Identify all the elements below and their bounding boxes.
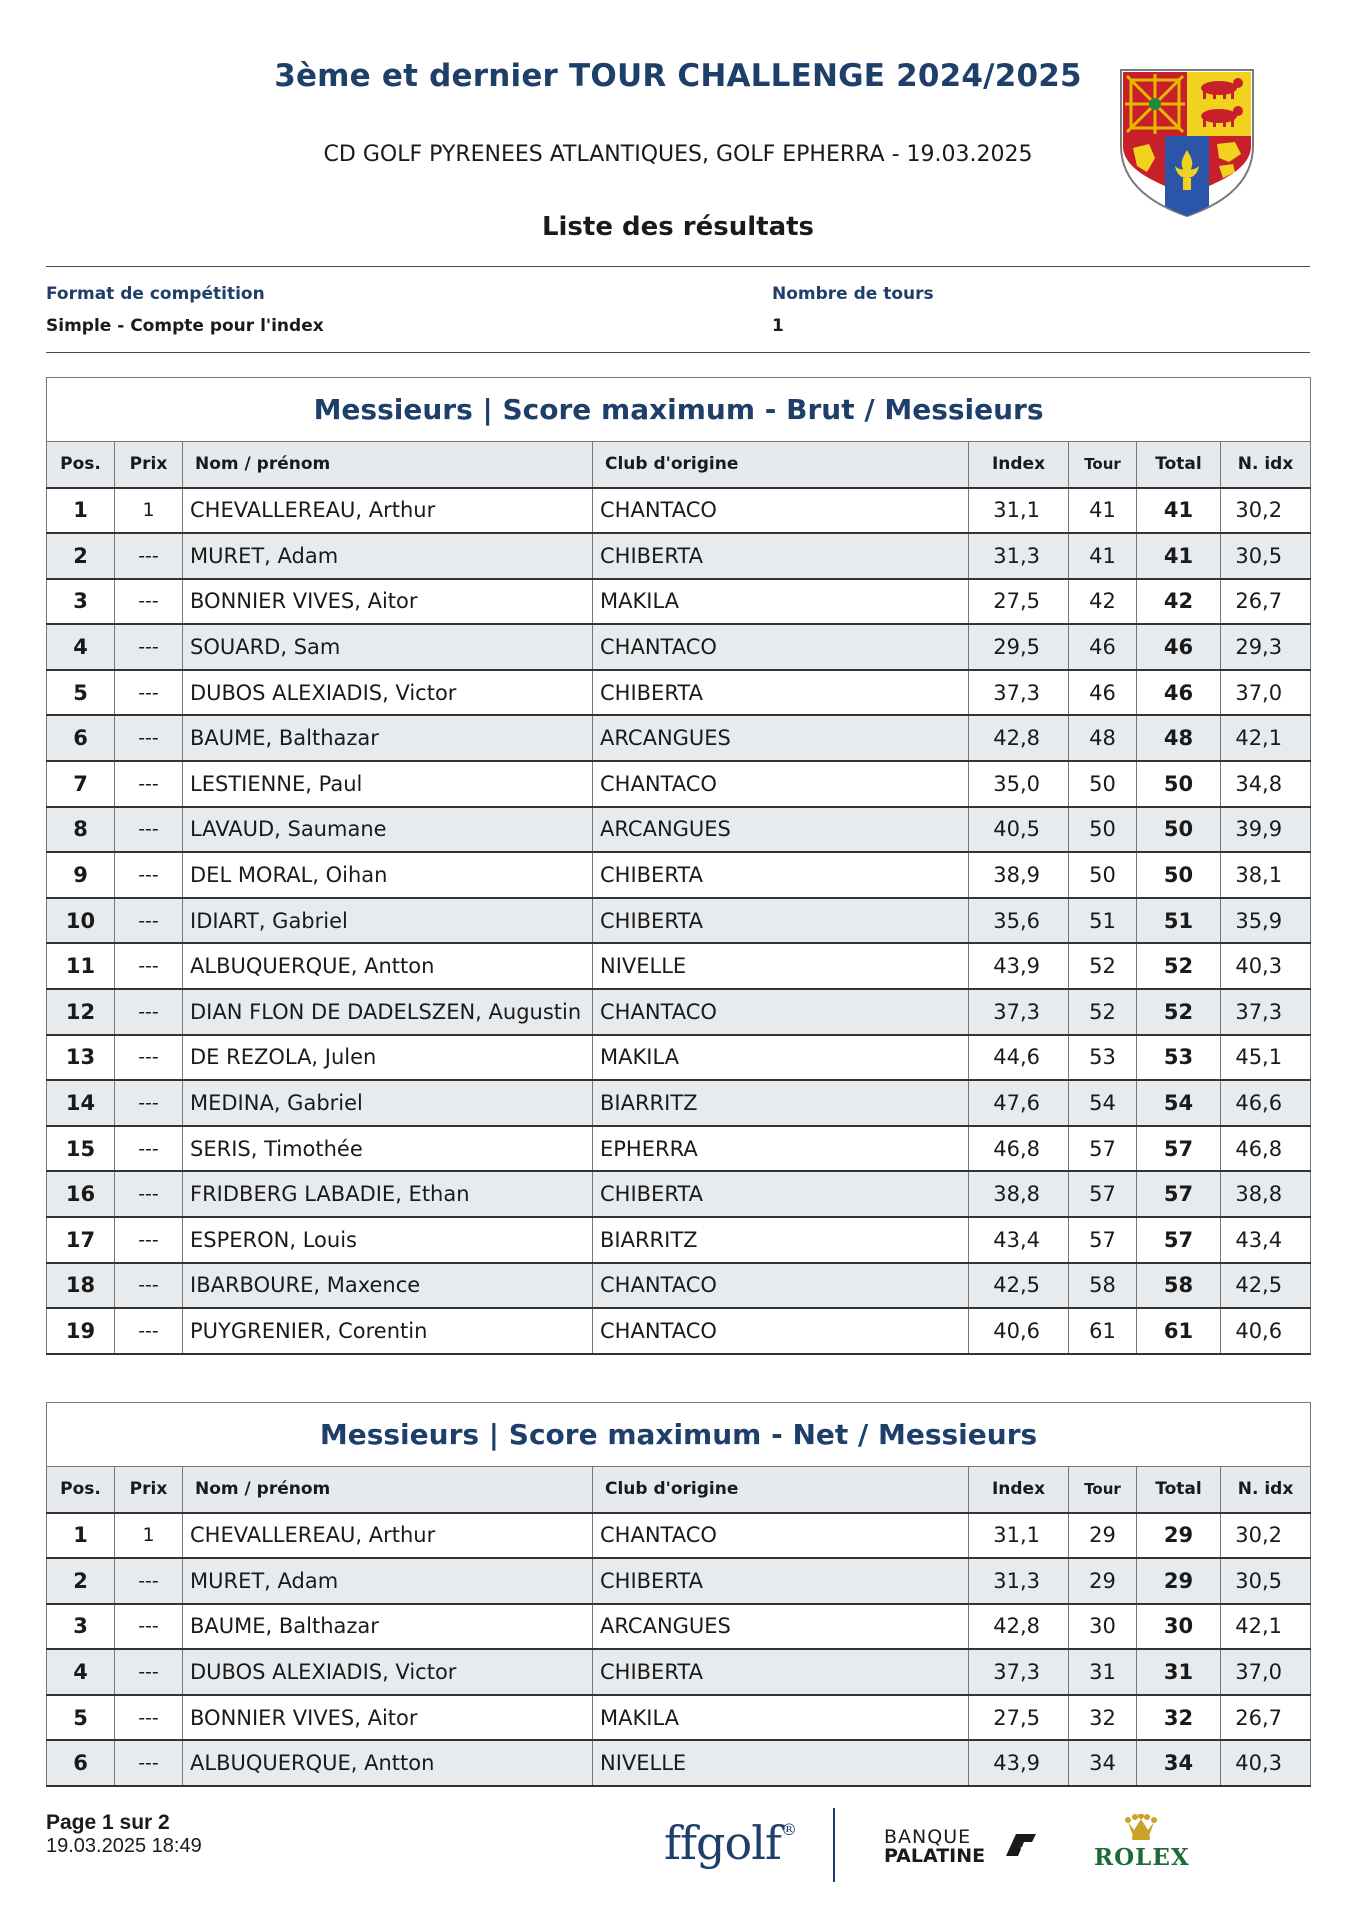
cell-index: 31,1 [969,1513,1069,1559]
cell-total: 57 [1137,1217,1221,1263]
cell-pos: 8 [47,807,115,853]
cell-club: ARCANGUES [593,807,969,853]
cell-name: ALBUQUERQUE, Antton [183,943,593,989]
table-row [47,670,1311,716]
cell-name: SERIS, Timothée [183,1126,593,1172]
cell-prix: --- [115,1126,183,1172]
cell-club: BIARRITZ [593,1080,969,1126]
cell-prix: --- [115,1558,183,1604]
cell-total: 29 [1137,1558,1221,1604]
cell-nidx: 34,8 [1221,761,1311,807]
cell-total: 57 [1137,1171,1221,1217]
cell-total: 32 [1137,1695,1221,1741]
table-row [47,807,1311,853]
cell-tour: 57 [1069,1217,1137,1263]
cell-club: ARCANGUES [593,715,969,761]
cell-index: 37,3 [969,670,1069,716]
cell-club: CHIBERTA [593,1171,969,1217]
cell-tour: 41 [1069,533,1137,579]
cell-index: 31,3 [969,533,1069,579]
ffgolf-logo: ffgolf® [664,1816,796,1870]
cell-total: 52 [1137,989,1221,1035]
cell-prix: --- [115,852,183,898]
cell-nidx: 42,5 [1221,1263,1311,1309]
cell-club: BIARRITZ [593,1217,969,1263]
cell-name: BONNIER VIVES, Aitor [183,579,593,625]
cell-pos: 13 [47,1035,115,1081]
cell-total: 30 [1137,1604,1221,1650]
cell-prix: --- [115,1604,183,1650]
cell-total: 29 [1137,1513,1221,1559]
banque-palatine-logo [884,1828,985,1866]
cell-pos: 19 [47,1308,115,1354]
cell-pos: 16 [47,1171,115,1217]
cell-index: 40,6 [969,1308,1069,1354]
cell-prix: --- [115,1263,183,1309]
col-header-name: Nom / prénom [183,1467,593,1513]
cell-prix: --- [115,898,183,944]
cell-prix: --- [115,1035,183,1081]
cell-pos: 4 [47,1649,115,1695]
cell-name: CHEVALLEREAU, Arthur [183,488,593,534]
cell-prix: --- [115,1308,183,1354]
cell-index: 35,0 [969,761,1069,807]
cell-tour: 52 [1069,943,1137,989]
cell-pos: 3 [47,579,115,625]
cell-index: 43,9 [969,943,1069,989]
cell-pos: 2 [47,1558,115,1604]
cell-tour: 50 [1069,852,1137,898]
cell-tour: 30 [1069,1604,1137,1650]
cell-index: 35,6 [969,898,1069,944]
cell-nidx: 38,1 [1221,852,1311,898]
cell-pos: 6 [47,715,115,761]
col-header-pos: Pos. [47,442,115,488]
cell-prix: 1 [115,1513,183,1559]
col-header-pos: Pos. [47,1467,115,1513]
cell-name: ESPERON, Louis [183,1217,593,1263]
cell-tour: 51 [1069,898,1137,944]
cell-nidx: 40,3 [1221,943,1311,989]
cell-pos: 11 [47,943,115,989]
cell-nidx: 40,6 [1221,1308,1311,1354]
cell-club: CHIBERTA [593,1649,969,1695]
table-row [47,533,1311,579]
cell-name: DE REZOLA, Julen [183,1035,593,1081]
cell-club: CHANTACO [593,989,969,1035]
table-row [47,488,1311,534]
cell-nidx: 30,2 [1221,488,1311,534]
logo-separator [833,1808,835,1882]
cell-nidx: 40,3 [1221,1740,1311,1786]
cell-pos: 17 [47,1217,115,1263]
cell-nidx: 30,2 [1221,1513,1311,1559]
cell-index: 42,5 [969,1263,1069,1309]
cell-nidx: 37,3 [1221,989,1311,1035]
cell-club: EPHERRA [593,1126,969,1172]
rolex-logo: ROLEX [1094,1844,1190,1871]
cell-total: 50 [1137,761,1221,807]
banque-logo-line2: PALATINE [884,1845,986,1867]
cell-club: CHANTACO [593,1308,969,1354]
cell-club: CHIBERTA [593,1558,969,1604]
cell-prix: --- [115,1695,183,1741]
cell-name: LESTIENNE, Paul [183,761,593,807]
cell-name: BAUME, Balthazar [183,715,593,761]
info-divider [46,352,1310,353]
table-row [47,1126,1311,1172]
cell-club: CHIBERTA [593,670,969,716]
col-header-tour: Tour [1069,1467,1137,1513]
cell-prix: --- [115,1217,183,1263]
cell-prix: --- [115,1171,183,1217]
table-row [47,1217,1311,1263]
cell-name: MURET, Adam [183,1558,593,1604]
cell-nidx: 37,0 [1221,1649,1311,1695]
cell-total: 58 [1137,1263,1221,1309]
cell-pos: 4 [47,624,115,670]
table-row [47,624,1311,670]
cell-club: CHIBERTA [593,533,969,579]
page-number: Page 1 sur 2 [46,1811,170,1834]
banque-logo-line1: BANQUE [884,1826,972,1848]
cell-index: 27,5 [969,579,1069,625]
cell-pos: 9 [47,852,115,898]
cell-prix: --- [115,715,183,761]
format-value: Simple - Compte pour l'index [46,316,324,336]
cell-index: 44,6 [969,1035,1069,1081]
table-row [47,1649,1311,1695]
page-title: 3ème et dernier TOUR CHALLENGE 2024/2025 [274,58,1082,94]
cell-club: CHANTACO [593,1263,969,1309]
table-row [47,989,1311,1035]
cell-total: 41 [1137,533,1221,579]
cell-name: DEL MORAL, Oihan [183,852,593,898]
cell-prix: --- [115,1649,183,1695]
cell-nidx: 37,0 [1221,670,1311,716]
cell-pos: 7 [47,761,115,807]
table-row [47,943,1311,989]
cell-prix: --- [115,761,183,807]
cell-tour: 29 [1069,1513,1137,1559]
cell-club: CHANTACO [593,1513,969,1559]
cell-total: 41 [1137,488,1221,534]
cell-nidx: 45,1 [1221,1035,1311,1081]
rolex-crown-icon [1124,1814,1158,1842]
cell-tour: 50 [1069,761,1137,807]
cell-index: 37,3 [969,1649,1069,1695]
cell-tour: 46 [1069,624,1137,670]
cell-name: FRIDBERG LABADIE, Ethan [183,1171,593,1217]
brut-results-table [46,377,1311,1355]
col-header-index: Index [969,442,1069,488]
banque-palatine-mark-icon [1002,1830,1038,1860]
cell-club: MAKILA [593,1035,969,1081]
cell-nidx: 42,1 [1221,1604,1311,1650]
cell-pos: 2 [47,533,115,579]
cell-pos: 5 [47,1695,115,1741]
cell-pos: 5 [47,670,115,716]
table-row [47,1695,1311,1741]
cell-name: IDIART, Gabriel [183,898,593,944]
cell-pos: 6 [47,1740,115,1786]
cell-index: 42,8 [969,1604,1069,1650]
rounds-value: 1 [772,316,784,336]
cell-club: NIVELLE [593,1740,969,1786]
cell-nidx: 35,9 [1221,898,1311,944]
cell-tour: 32 [1069,1695,1137,1741]
col-header-total: Total [1137,442,1221,488]
cell-total: 48 [1137,715,1221,761]
header-divider [46,266,1310,267]
cell-nidx: 42,1 [1221,715,1311,761]
cell-pos: 1 [47,1513,115,1559]
table-row [47,1513,1311,1559]
cell-nidx: 39,9 [1221,807,1311,853]
format-label: Format de compétition [46,284,265,304]
cell-index: 37,3 [969,989,1069,1035]
cell-prix: --- [115,579,183,625]
cell-name: DUBOS ALEXIADIS, Victor [183,670,593,716]
table-row [47,715,1311,761]
cell-prix: --- [115,1080,183,1126]
table-row [47,1740,1311,1786]
ffgolf-logo-text: ffgolf [664,1816,781,1870]
cell-total: 50 [1137,807,1221,853]
cell-nidx: 26,7 [1221,579,1311,625]
cell-tour: 29 [1069,1558,1137,1604]
table-row [47,1080,1311,1126]
col-header-nidx: N. idx [1221,442,1311,488]
cell-total: 54 [1137,1080,1221,1126]
cell-nidx: 43,4 [1221,1217,1311,1263]
cell-tour: 52 [1069,989,1137,1035]
cell-index: 38,9 [969,852,1069,898]
cell-tour: 57 [1069,1171,1137,1217]
cell-prix: --- [115,670,183,716]
table-row [47,761,1311,807]
col-header-club: Club d'origine [593,442,969,488]
cell-index: 43,4 [969,1217,1069,1263]
col-header-club: Club d'origine [593,1467,969,1513]
cell-pos: 3 [47,1604,115,1650]
cell-prix: 1 [115,488,183,534]
cell-name: ALBUQUERQUE, Antton [183,1740,593,1786]
cell-nidx: 29,3 [1221,624,1311,670]
cell-tour: 54 [1069,1080,1137,1126]
cell-nidx: 38,8 [1221,1171,1311,1217]
cell-pos: 15 [47,1126,115,1172]
cell-name: BONNIER VIVES, Aitor [183,1695,593,1741]
cell-index: 38,8 [969,1171,1069,1217]
cell-pos: 18 [47,1263,115,1309]
cell-total: 57 [1137,1126,1221,1172]
cell-tour: 42 [1069,579,1137,625]
cell-tour: 53 [1069,1035,1137,1081]
cell-prix: --- [115,1740,183,1786]
table-row [47,1308,1311,1354]
cell-club: CHIBERTA [593,898,969,944]
col-header-prix: Prix [115,442,183,488]
cell-pos: 14 [47,1080,115,1126]
table-row [47,1035,1311,1081]
cell-total: 34 [1137,1740,1221,1786]
cell-index: 40,5 [969,807,1069,853]
cell-total: 50 [1137,852,1221,898]
table-row [47,852,1311,898]
cell-club: MAKILA [593,579,969,625]
col-header-tour: Tour [1069,442,1137,488]
col-header-prix: Prix [115,1467,183,1513]
col-header-nidx: N. idx [1221,1467,1311,1513]
cell-index: 46,8 [969,1126,1069,1172]
cell-name: SOUARD, Sam [183,624,593,670]
table-row [47,1558,1311,1604]
cell-index: 29,5 [969,624,1069,670]
cell-prix: --- [115,533,183,579]
cell-total: 52 [1137,943,1221,989]
cell-tour: 58 [1069,1263,1137,1309]
cell-nidx: 30,5 [1221,533,1311,579]
cell-tour: 57 [1069,1126,1137,1172]
cell-name: MURET, Adam [183,533,593,579]
cell-prix: --- [115,624,183,670]
cell-total: 46 [1137,624,1221,670]
table-row [47,579,1311,625]
col-header-name: Nom / prénom [183,442,593,488]
net-table-caption: Messieurs | Score maximum - Net / Messieurs [47,1403,1311,1467]
cell-nidx: 26,7 [1221,1695,1311,1741]
cell-name: LAVAUD, Saumane [183,807,593,853]
cell-tour: 61 [1069,1308,1137,1354]
table-row [47,898,1311,944]
cell-name: BAUME, Balthazar [183,1604,593,1650]
cell-index: 47,6 [969,1080,1069,1126]
cell-tour: 50 [1069,807,1137,853]
coat-of-arms-icon [1117,66,1257,218]
cell-tour: 31 [1069,1649,1137,1695]
cell-club: CHANTACO [593,624,969,670]
list-title: Liste des résultats [541,212,815,242]
cell-nidx: 30,5 [1221,1558,1311,1604]
cell-club: MAKILA [593,1695,969,1741]
cell-club: NIVELLE [593,943,969,989]
brut-table-caption: Messieurs | Score maximum - Brut / Messieurs [47,378,1311,442]
cell-club: ARCANGUES [593,1604,969,1650]
cell-index: 31,3 [969,1558,1069,1604]
cell-index: 42,8 [969,715,1069,761]
cell-tour: 46 [1069,670,1137,716]
cell-total: 46 [1137,670,1221,716]
cell-prix: --- [115,807,183,853]
cell-nidx: 46,8 [1221,1126,1311,1172]
table-row [47,1171,1311,1217]
table-row [47,1263,1311,1309]
page-subtitle: CD GOLF PYRENEES ATLANTIQUES, GOLF EPHERRA - 19.03.2025 [323,142,1033,167]
cell-total: 51 [1137,898,1221,944]
cell-nidx: 46,6 [1221,1080,1311,1126]
cell-total: 61 [1137,1308,1221,1354]
cell-pos: 10 [47,898,115,944]
cell-name: CHEVALLEREAU, Arthur [183,1513,593,1559]
col-header-index: Index [969,1467,1069,1513]
cell-pos: 1 [47,488,115,534]
cell-total: 31 [1137,1649,1221,1695]
cell-name: DIAN FLON DE DADELSZEN, Augustin [183,989,593,1035]
table-row [47,1604,1311,1650]
cell-pos: 12 [47,989,115,1035]
print-datetime: 19.03.2025 18:49 [46,1835,202,1857]
cell-total: 42 [1137,579,1221,625]
cell-tour: 41 [1069,488,1137,534]
cell-prix: --- [115,989,183,1035]
cell-index: 43,9 [969,1740,1069,1786]
cell-name: MEDINA, Gabriel [183,1080,593,1126]
cell-club: CHANTACO [593,488,969,534]
cell-index: 27,5 [969,1695,1069,1741]
cell-total: 53 [1137,1035,1221,1081]
rounds-label: Nombre de tours [772,284,934,304]
cell-club: CHIBERTA [593,852,969,898]
cell-index: 31,1 [969,488,1069,534]
cell-name: DUBOS ALEXIADIS, Victor [183,1649,593,1695]
cell-club: CHANTACO [593,761,969,807]
cell-prix: --- [115,943,183,989]
col-header-total: Total [1137,1467,1221,1513]
net-results-table [46,1402,1311,1787]
cell-name: PUYGRENIER, Corentin [183,1308,593,1354]
cell-tour: 48 [1069,715,1137,761]
cell-tour: 34 [1069,1740,1137,1786]
cell-name: IBARBOURE, Maxence [183,1263,593,1309]
